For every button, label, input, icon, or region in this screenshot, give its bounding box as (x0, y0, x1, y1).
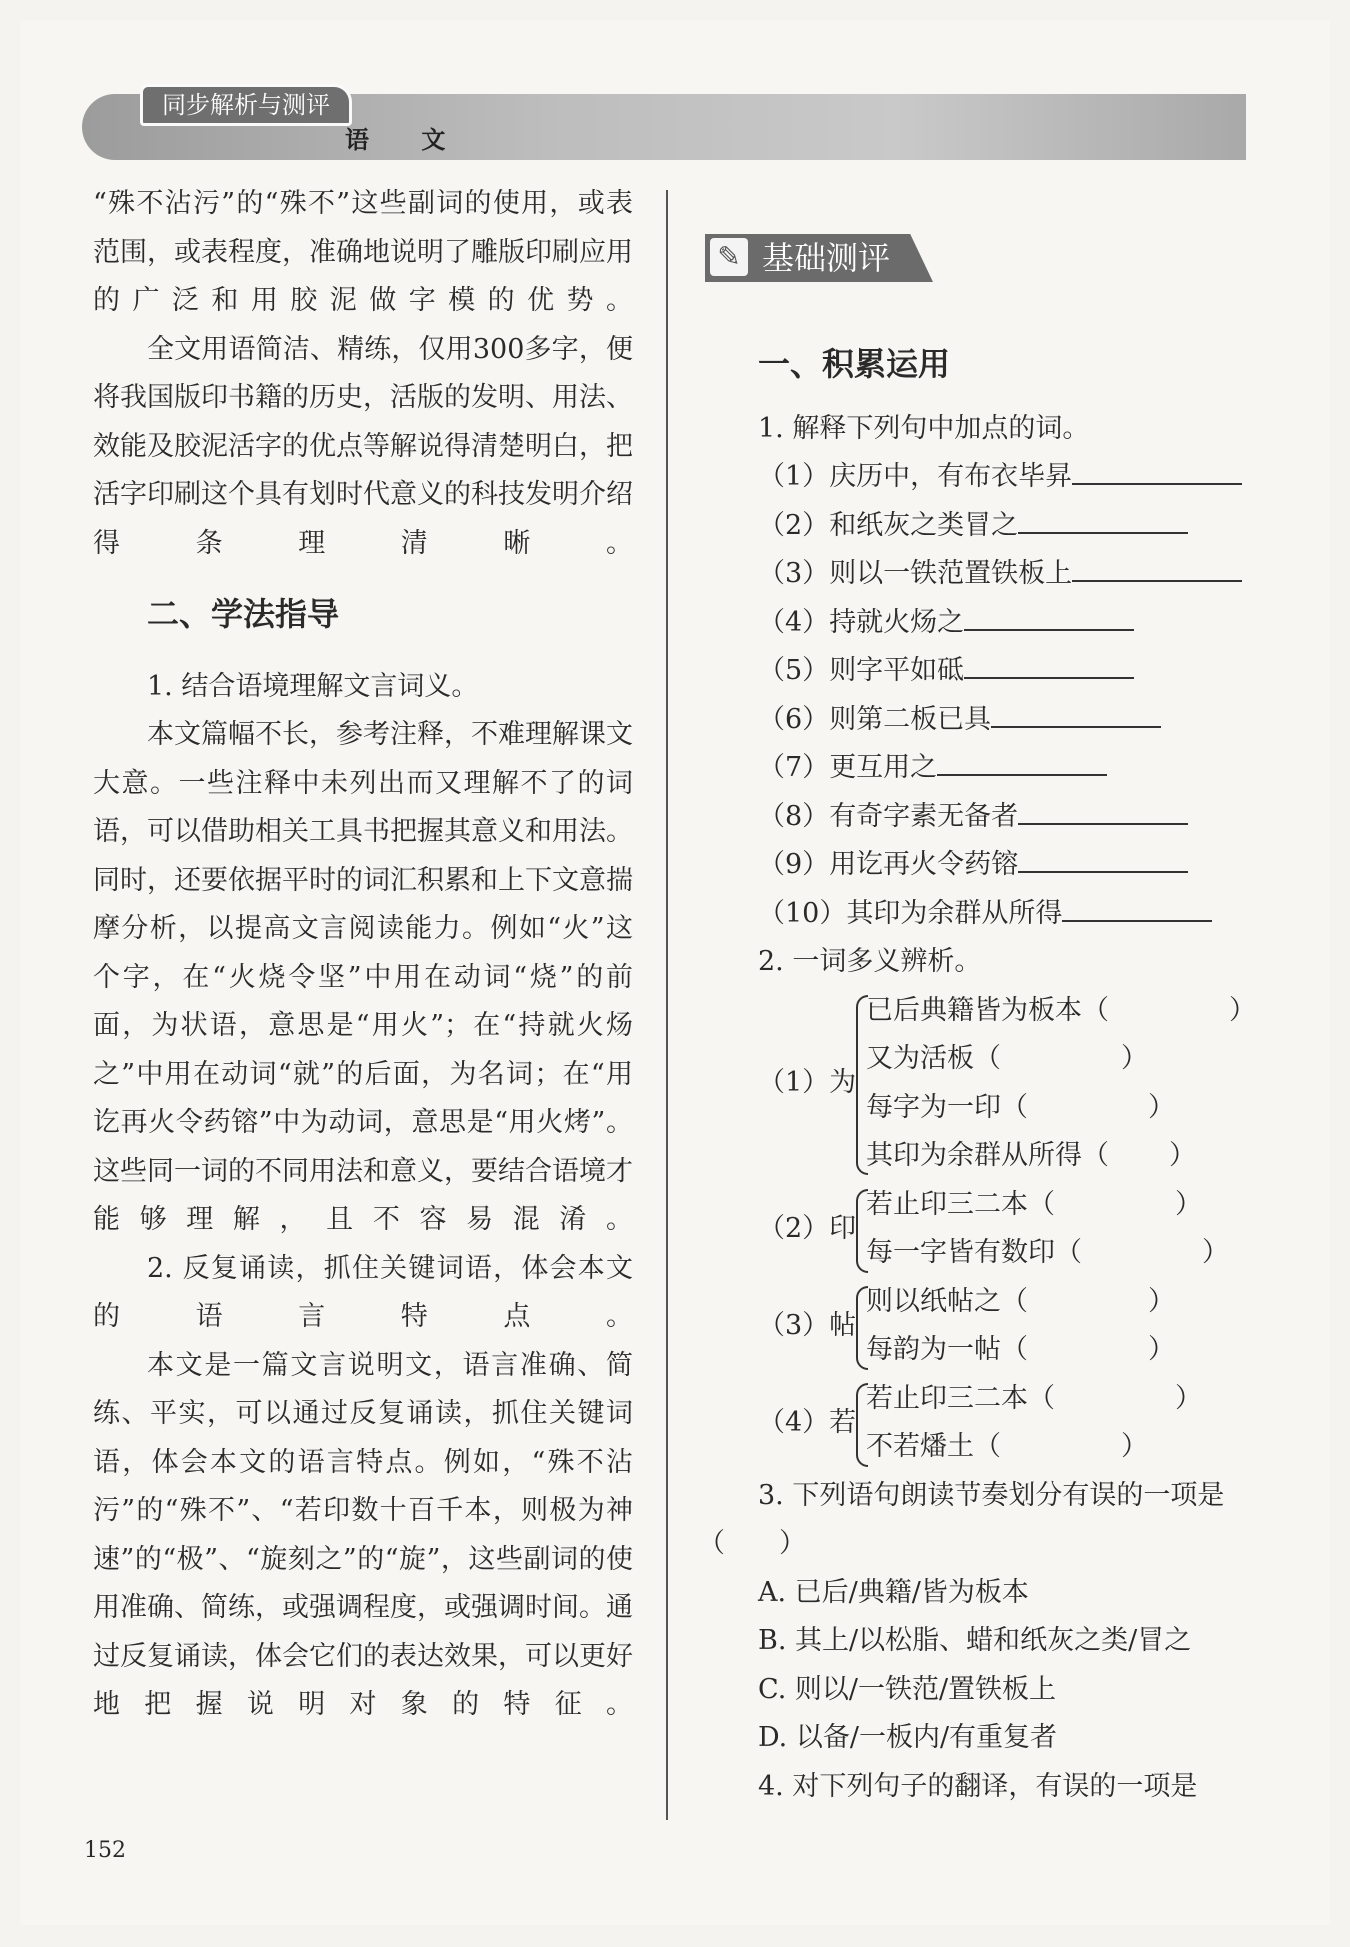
question-4: 4. 对下列句子的翻译，有误的一项是 (758, 1770, 1198, 1802)
answer-blank[interactable] (1018, 502, 1188, 534)
paragraph-2: 全文用语简洁、精练，仅用300多字，便将我国版印书籍的历史，活版的发明、用法、效能及胶泥活字的优点等解说得清楚明白，把活字印刷这个具有划时代意义的科技发明介绍得条理清晰。 (93, 333, 633, 559)
question-3: 3. 下列语句朗读节奏划分有误的一项是 (758, 1479, 1225, 1511)
answer-blank[interactable] (1072, 453, 1242, 485)
answer-blank[interactable] (1072, 550, 1242, 582)
answer-blank[interactable] (964, 647, 1134, 679)
q2-item: 又为活板（ ） (866, 1043, 1148, 1074)
brace (856, 1383, 868, 1467)
q2-item: 则以纸帖之（ ） (866, 1285, 1175, 1317)
question-2: 2. 一词多义辨析。 (758, 946, 982, 977)
brace (856, 995, 868, 1175)
q2-item: 其印为余群从所得（ ） (866, 1140, 1196, 1171)
q3-option-b[interactable]: B. 其上/以松脂、蜡和纸灰之类/冒之 (758, 1625, 1192, 1656)
paragraph-1: “殊不沾污”的“殊不”这些副词的使用，或表范围，或表程度，准确地说明了雕版印刷应用的广泛和用胶泥做字模的优势。 (93, 188, 633, 316)
answer-blank[interactable] (964, 599, 1134, 631)
q2-item: 若止印三二本（ ） (866, 1188, 1202, 1220)
column-divider (666, 190, 668, 1820)
study-item-1: 1. 结合语境理解文言词义。 (147, 670, 479, 702)
brace (856, 1286, 868, 1370)
q2-item: 每一字皆有数印（ ） (866, 1237, 1229, 1268)
brace (856, 1189, 868, 1273)
answer-blank[interactable] (1018, 793, 1188, 825)
paragraph-3: 本文篇幅不长，参考注释，不难理解课文大意。一些注释中未列出而又理解不了的词语，可以借助相关工具书把握其意义和用法。同时，还要依据平时的词汇积累和上下文意揣摩分析，以提高文言阅读能力。例如“火”这个字，在“火烧令坚”中用在动词“烧”的前面，为状语，意思是“用火”；在“持就火炀之”中用在动词“就”的后面，为名词；在“用讫再火令药镕”中为动词，意思是“用火烤”。这些同一词的不同用法和意义，要结合语境才能够理解，且不容易混淆。 (93, 719, 633, 1235)
q1-item-3: （3）则以一铁范置铁板上 (758, 550, 1248, 599)
q3-answer-paren[interactable]: （ ） (698, 1528, 806, 1559)
q2-item: 不若燔土（ ） (866, 1431, 1148, 1462)
question-1: 1. 解释下列句中加点的词。 (758, 412, 1090, 444)
section-heading-practice: 一、积累运用 (758, 345, 951, 383)
q2-item: 若止印三二本（ ） (866, 1382, 1202, 1414)
left-column (93, 180, 633, 1730)
q1-item-6: （6）则第二板已具 (758, 696, 1248, 745)
q1-item-7: （7）更互用之 (758, 744, 1248, 793)
q2-group-3: （3）帖 则以纸帖之（ ） 每韵为一帖（ ） (758, 1278, 1248, 1375)
q1-item-9: （9）用讫再火令药镕 (758, 841, 1248, 890)
q1-item-5: （5）则字平如砥 (758, 647, 1248, 696)
answer-blank[interactable] (1018, 841, 1188, 873)
q2-group-2: （2）印 若止印三二本（ ） 每一字皆有数印（ ） (758, 1181, 1248, 1278)
q1-item-4: （4）持就火炀之 (758, 599, 1248, 648)
q2-item: 每字为一印（ ） (866, 1091, 1175, 1123)
study-item-2: 2. 反复诵读，抓住关键词语，体会本文的语言特点。 (93, 1252, 633, 1332)
header-tab: 同步解析与测评 (140, 84, 352, 126)
q2-group-4: （4）若 若止印三二本（ ） 不若燔土（ ） (758, 1375, 1248, 1472)
q2-item: 已后典籍皆为板本（ ） (866, 994, 1256, 1026)
q1-item-1: （1）庆历中，有布衣毕昇 (758, 453, 1248, 502)
q2-group-1: （1）为 已后典籍皆为板本（ ） 又为活板（ ） 每字为一印（ ） 其印为余群从所得（ ） (758, 987, 1248, 1181)
paragraph-4: 本文是一篇文言说明文，语言准确、简练、平实，可以通过反复诵读，抓住关键词语，体会本文的语言特点。例如，“殊不沾污”的“殊不”、“若印数十百千本，则极为神速”的“极”、“旋刻之”的“旋”，这些副词的使用准确、简练，或强调程度，或强调时间。通过反复诵读，体会它们的表达效果，可以更好地把握说明对象的特征。 (93, 1349, 633, 1720)
section-heading-study: 二、学法指导 (147, 595, 340, 633)
q3-option-a[interactable]: A. 已后/典籍/皆为板本 (758, 1576, 1029, 1608)
q1-item-8: （8）有奇字素无备者 (758, 793, 1248, 842)
right-column (698, 340, 1256, 1811)
q3-option-d[interactable]: D. 以备/一板内/有重复者 (758, 1722, 1058, 1753)
q2-item: 每韵为一帖（ ） (866, 1334, 1175, 1365)
q1-item-2: （2）和纸灰之类冒之 (758, 502, 1248, 551)
q1-item-10: （10）其印为余群从所得 (758, 890, 1248, 939)
answer-blank[interactable] (991, 696, 1161, 728)
answer-blank[interactable] (1062, 890, 1212, 922)
page-number: 152 (84, 1838, 126, 1863)
answer-blank[interactable] (937, 744, 1107, 776)
q3-option-c[interactable]: C. 则以/一铁范/置铁板上 (758, 1673, 1057, 1705)
header-subject: 语 文 (345, 125, 468, 154)
pencil-icon: ✎ (710, 238, 748, 276)
banner-title: 基础测评 (762, 239, 891, 277)
